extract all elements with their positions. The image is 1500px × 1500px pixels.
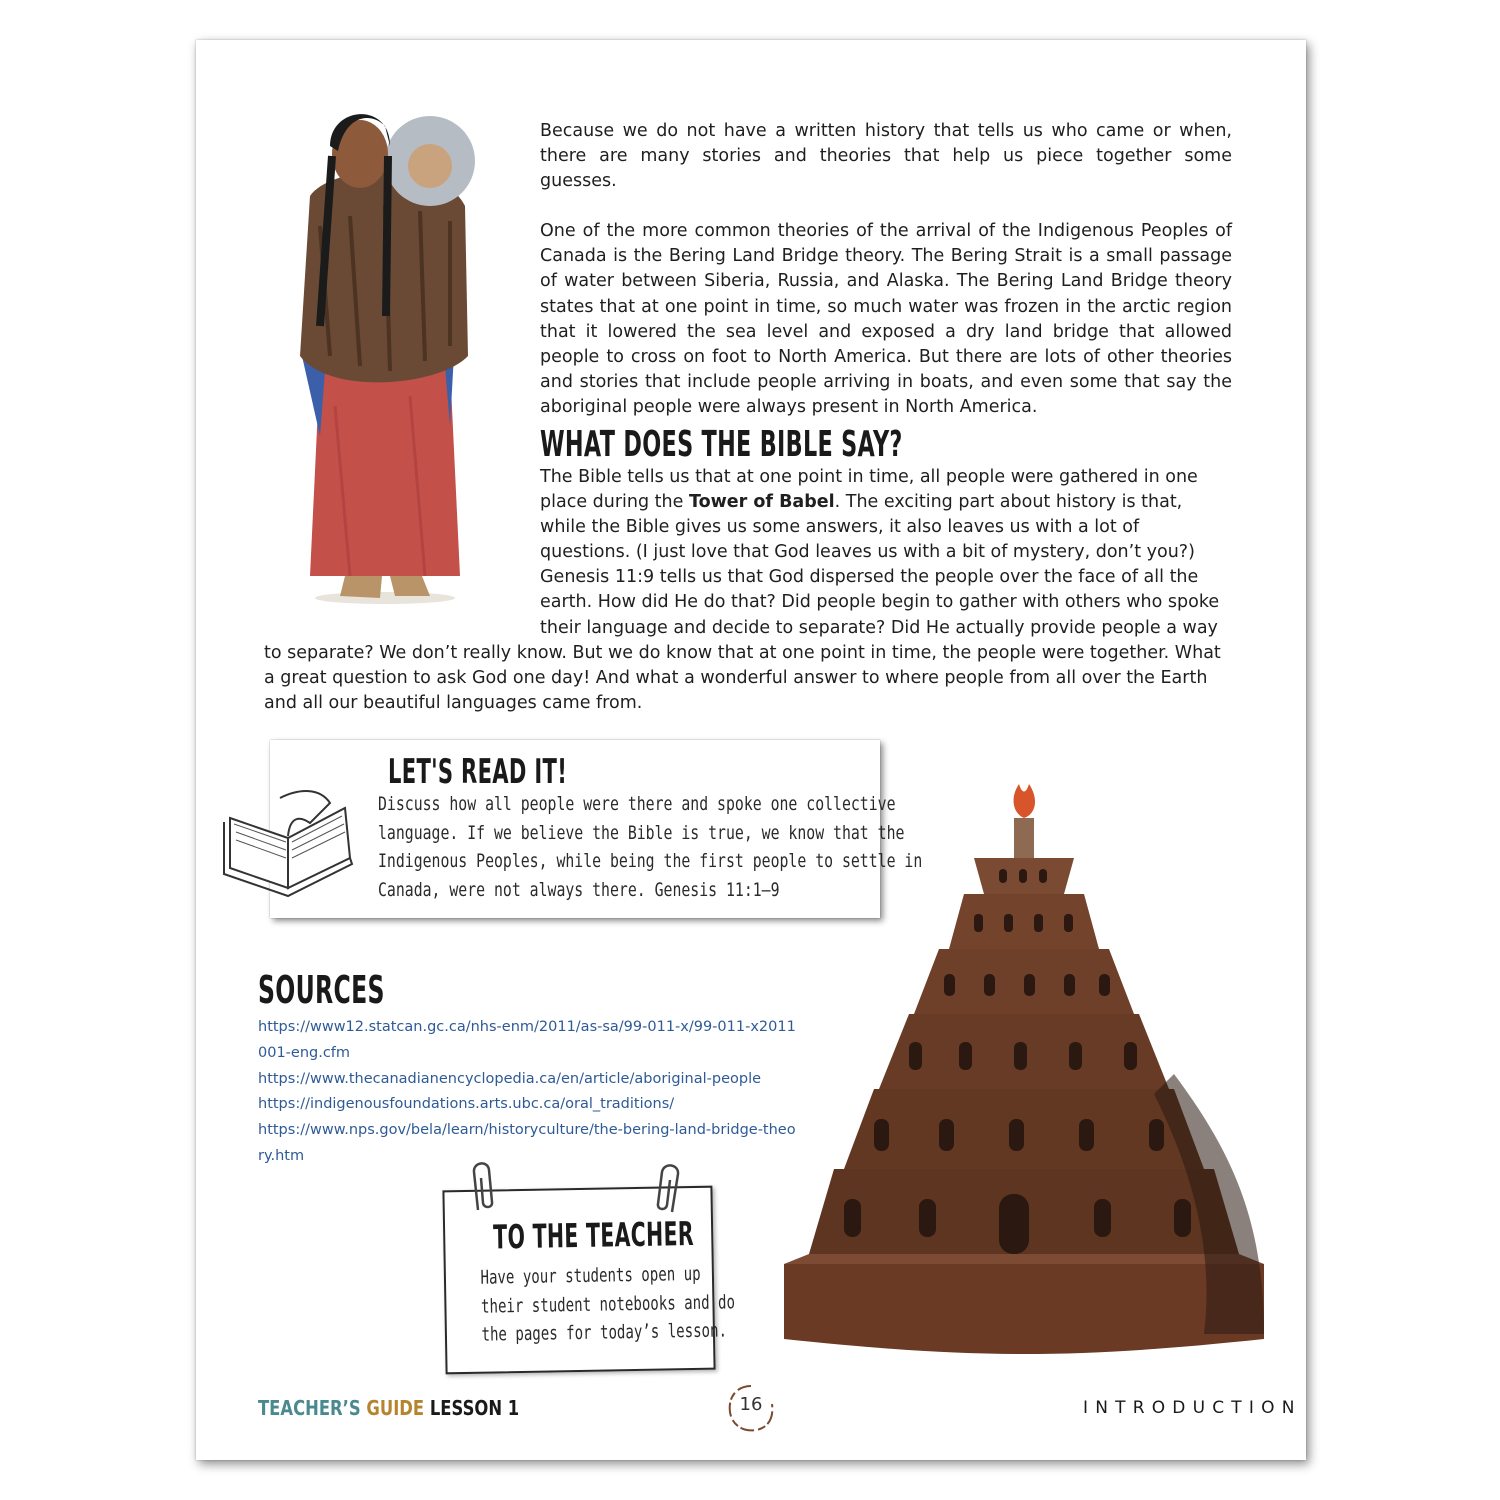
lets-read-it-text — [378, 790, 923, 904]
page-number: 16 — [739, 1394, 763, 1415]
document-page — [196, 40, 1306, 1460]
read-it-line: language. If we believe the Bible is true, we know that the — [378, 821, 905, 844]
intro-section — [540, 119, 1232, 445]
to-the-teacher-heading: TO THE TEACHER — [492, 1213, 695, 1257]
read-it-line: Discuss how all people were there and spoke one collective — [378, 793, 896, 815]
source-link[interactable]: https://www.thecanadianencyclopedia.ca/en/article/aboriginal-people — [258, 1070, 762, 1087]
footer-guide-label — [258, 1396, 519, 1420]
read-it-line: Canada, were not always there. Genesis 11:1–9 — [378, 878, 780, 901]
teacher-line: the pages for today’s lesson. — [481, 1319, 728, 1346]
source-link[interactable]: https://www.nps.gov/bela/learn/historyculture/the-bering-land-bridge-theory.htm — [258, 1122, 796, 1164]
teacher-line: their student notebooks and do — [480, 1290, 736, 1318]
footer-section-label: INTRODUCTION — [1083, 1398, 1302, 1418]
paperclip-left-icon — [466, 1158, 502, 1214]
to-the-teacher-text — [446, 1260, 736, 1350]
bible-heading: WHAT DOES THE BIBLE SAY? — [540, 424, 903, 465]
source-link[interactable]: https://indigenousfoundations.arts.ubc.ca/oral_traditions/ — [258, 1096, 675, 1113]
sources-heading: SOURCES — [258, 968, 385, 1012]
intro-paragraph-2: One of the more common theories of the arrival of the Indigenous Peoples of Canada is the Bering Land Bridge theory. The Bering Strait is a small passage of water between Siberia, Russia, and Alaska. The Bering Land Bridge theory states that at one point in time, so much water was frozen in the arctic region that it lowered the sea level and exposed a dry land bridge that allowed people to cross on foot to North America. But there are lots of other theories and stories that include people arriving in boats, and even some that say the aboriginal people were always present in North America. — [540, 221, 1232, 417]
image-wrap-spacer — [264, 465, 540, 635]
teacher-line: Have your students open up — [480, 1262, 701, 1289]
read-it-line: Indigenous Peoples, while being the first people to settle in — [378, 850, 923, 872]
tower-of-babel-term: Tower of Babel — [688, 492, 835, 513]
open-book-icon — [220, 778, 355, 898]
lets-read-it-heading: LET'S READ IT! — [388, 752, 568, 792]
bible-text-after: . The exciting part about history is that, while the Bible gives us some answers, it also leaves us with a lot of questions. (I just love that God leaves us with a bit of mystery, don’t you?) Genesis 11:9 tells us that God dispersed the people over the face of all the earth. How did He do that? Did people begin to gather with others who spoke their language and decide to separate? Did He actually provide people a way to separate? We don’t really know. But we do know that at one point in time, the people were together. What a great question to ask God one day! And what a wonderful answer to where people from all over the Earth and all our beautiful languages came from. — [264, 492, 1221, 713]
bible-section — [264, 465, 1232, 716]
footer-lesson: LESSON 1 — [429, 1396, 520, 1420]
bible-text-before: The Bible tells us that at one point in time, all people were gathered in one place during the — [540, 467, 1198, 513]
footer-guide: GUIDE — [366, 1396, 430, 1420]
paperclip-right-icon — [650, 1160, 686, 1216]
intro-paragraph-1: Because we do not have a written history that tells us who came or when, there are many stories and theories that help us piece together some guesses. — [540, 121, 1232, 192]
tower-of-babel-illustration — [774, 774, 1274, 1354]
sources-list — [258, 1015, 798, 1170]
source-link[interactable]: https://www12.statcan.gc.ca/nhs-enm/2011/as-sa/99-011-x/99-011-x2011001-eng.cfm — [258, 1019, 796, 1061]
footer-teachers: TEACHER’S — [258, 1396, 367, 1420]
